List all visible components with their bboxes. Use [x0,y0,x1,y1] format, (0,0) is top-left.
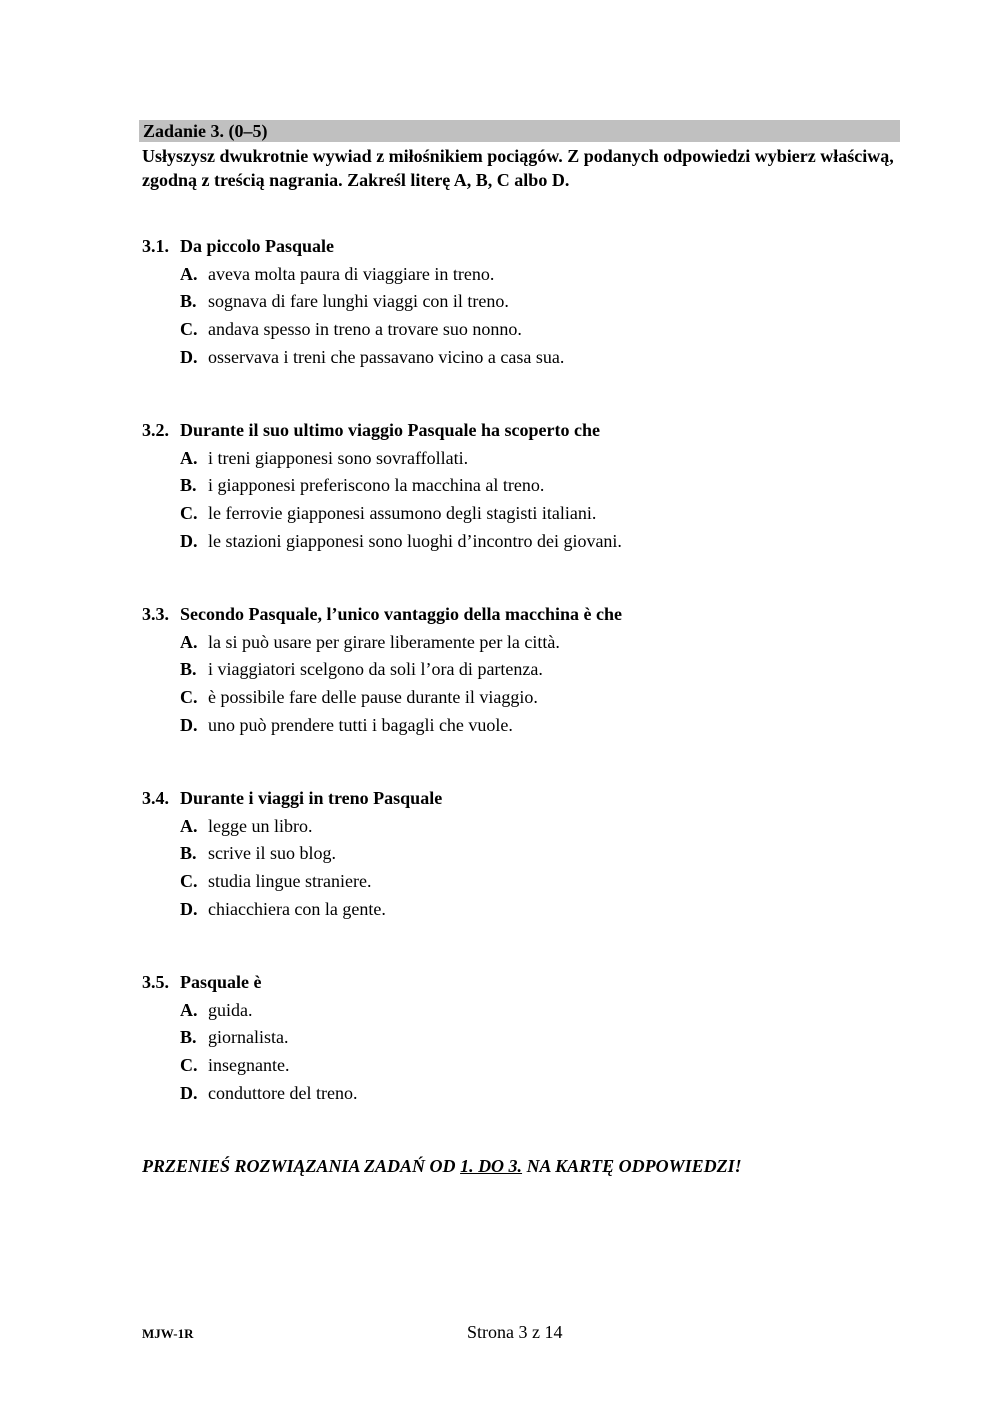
option-text: aveva molta paura di viaggiare in treno. [208,263,495,284]
option-c[interactable] [142,316,902,344]
option-a[interactable] [142,261,902,289]
option-text: uno può prendere tutti i bagagli che vuole. [208,714,513,735]
option-d[interactable] [142,528,902,556]
option-c[interactable] [142,868,902,896]
question-text: Da piccolo Pasquale [180,236,335,256]
question-number: 3.5. [142,972,169,992]
question-stem [142,785,902,813]
option-b[interactable] [142,472,902,500]
option-letter: A. [180,263,198,284]
option-text: i treni giapponesi sono sovraffollati. [208,447,469,468]
option-letter: A. [180,999,198,1020]
option-b[interactable] [142,1024,902,1052]
option-letter: D. [180,898,198,919]
option-letter: D. [180,530,198,551]
option-letter: A. [180,631,198,652]
option-letter: A. [180,447,198,468]
question-stem [142,417,902,445]
option-text: chiacchiera con la gente. [208,898,386,919]
question-text: Durante i viaggi in treno Pasquale [180,788,443,808]
option-c[interactable] [142,1052,902,1080]
option-text: guida. [208,999,253,1020]
option-d[interactable] [142,712,902,740]
note-part-3: NA KARTĘ ODPOWIEDZI! [522,1156,742,1176]
question-text: Secondo Pasquale, l’unico vantaggio della macchina è che [180,604,623,624]
option-a[interactable] [142,629,902,657]
option-letter: C. [180,870,198,891]
option-text: è possibile fare delle pause durante il viaggio. [208,686,538,707]
option-d[interactable] [142,344,902,372]
note-part-1: PRZENIEŚ ROZWIĄZANIA ZADAŃ OD [142,1156,461,1176]
question-stem [142,601,902,629]
option-text: osservava i treni che passavano vicino a casa sua. [208,346,565,367]
question-3-1 [142,233,902,371]
question-3-5 [142,969,902,1107]
option-a[interactable] [142,445,902,473]
question-3-2 [142,417,902,555]
option-d[interactable] [142,896,902,924]
question-stem [142,969,902,997]
option-letter: B. [180,1027,197,1048]
option-text: scrive il suo blog. [208,843,336,864]
question-number: 3.4. [142,788,169,808]
option-text: i viaggiatori scelgono da soli l’ora di partenza. [208,659,543,680]
option-b[interactable] [142,656,902,684]
note-underlined-range: 1. DO 3. [460,1156,523,1176]
option-a[interactable] [142,997,902,1025]
option-letter: C. [180,686,198,707]
option-d[interactable] [142,1080,902,1108]
option-letter: B. [180,291,197,312]
transfer-answers-note [142,1154,742,1178]
option-letter: B. [180,843,197,864]
option-text: insegnante. [208,1054,290,1075]
question-number: 3.3. [142,604,169,624]
option-letter: C. [180,502,198,523]
option-text: i giapponesi preferiscono la macchina al treno. [208,475,545,496]
option-text: la si può usare per girare liberamente per la città. [208,631,560,652]
option-letter: B. [180,659,197,680]
page-number: Strona 3 z 14 [467,1322,563,1342]
option-text: studia lingue straniere. [208,870,372,891]
task-title: Zadanie 3. (0–5) [143,121,268,141]
question-3-4 [142,785,902,923]
option-letter: C. [180,1054,198,1075]
question-stem [142,233,902,261]
question-number: 3.1. [142,236,169,256]
task-instructions: Usłyszysz dwukrotnie wywiad z miłośnikiem pociągów. Z podanych odpowiedzi wybierz właściwą, zgodną z treścią nagrania. Zakreśl literę A, B, C albo D. [142,146,894,190]
option-text: le ferrovie giapponesi assumono degli stagisti italiani. [208,502,597,523]
option-b[interactable] [142,288,902,316]
option-letter: B. [180,475,197,496]
option-letter: D. [180,346,198,367]
option-b[interactable] [142,840,902,868]
option-letter: C. [180,318,198,339]
question-3-3 [142,601,902,739]
question-number: 3.2. [142,420,169,440]
option-a[interactable] [142,813,902,841]
option-text: le stazioni giapponesi sono luoghi d’incontro dei giovani. [208,530,622,551]
option-letter: D. [180,1082,198,1103]
option-c[interactable] [142,684,902,712]
option-text: conduttore del treno. [208,1082,358,1103]
option-letter: A. [180,815,198,836]
option-text: giornalista. [208,1027,289,1048]
option-letter: D. [180,714,198,735]
exam-code: MJW-1R [142,1326,194,1341]
option-text: andava spesso in treno a trovare suo nonno. [208,318,522,339]
option-text: sognava di fare lunghi viaggi con il treno. [208,291,509,312]
question-text: Pasquale è [180,972,262,992]
option-c[interactable] [142,500,902,528]
question-text: Durante il suo ultimo viaggio Pasquale ha scoperto che [180,420,601,440]
option-text: legge un libro. [208,815,313,836]
